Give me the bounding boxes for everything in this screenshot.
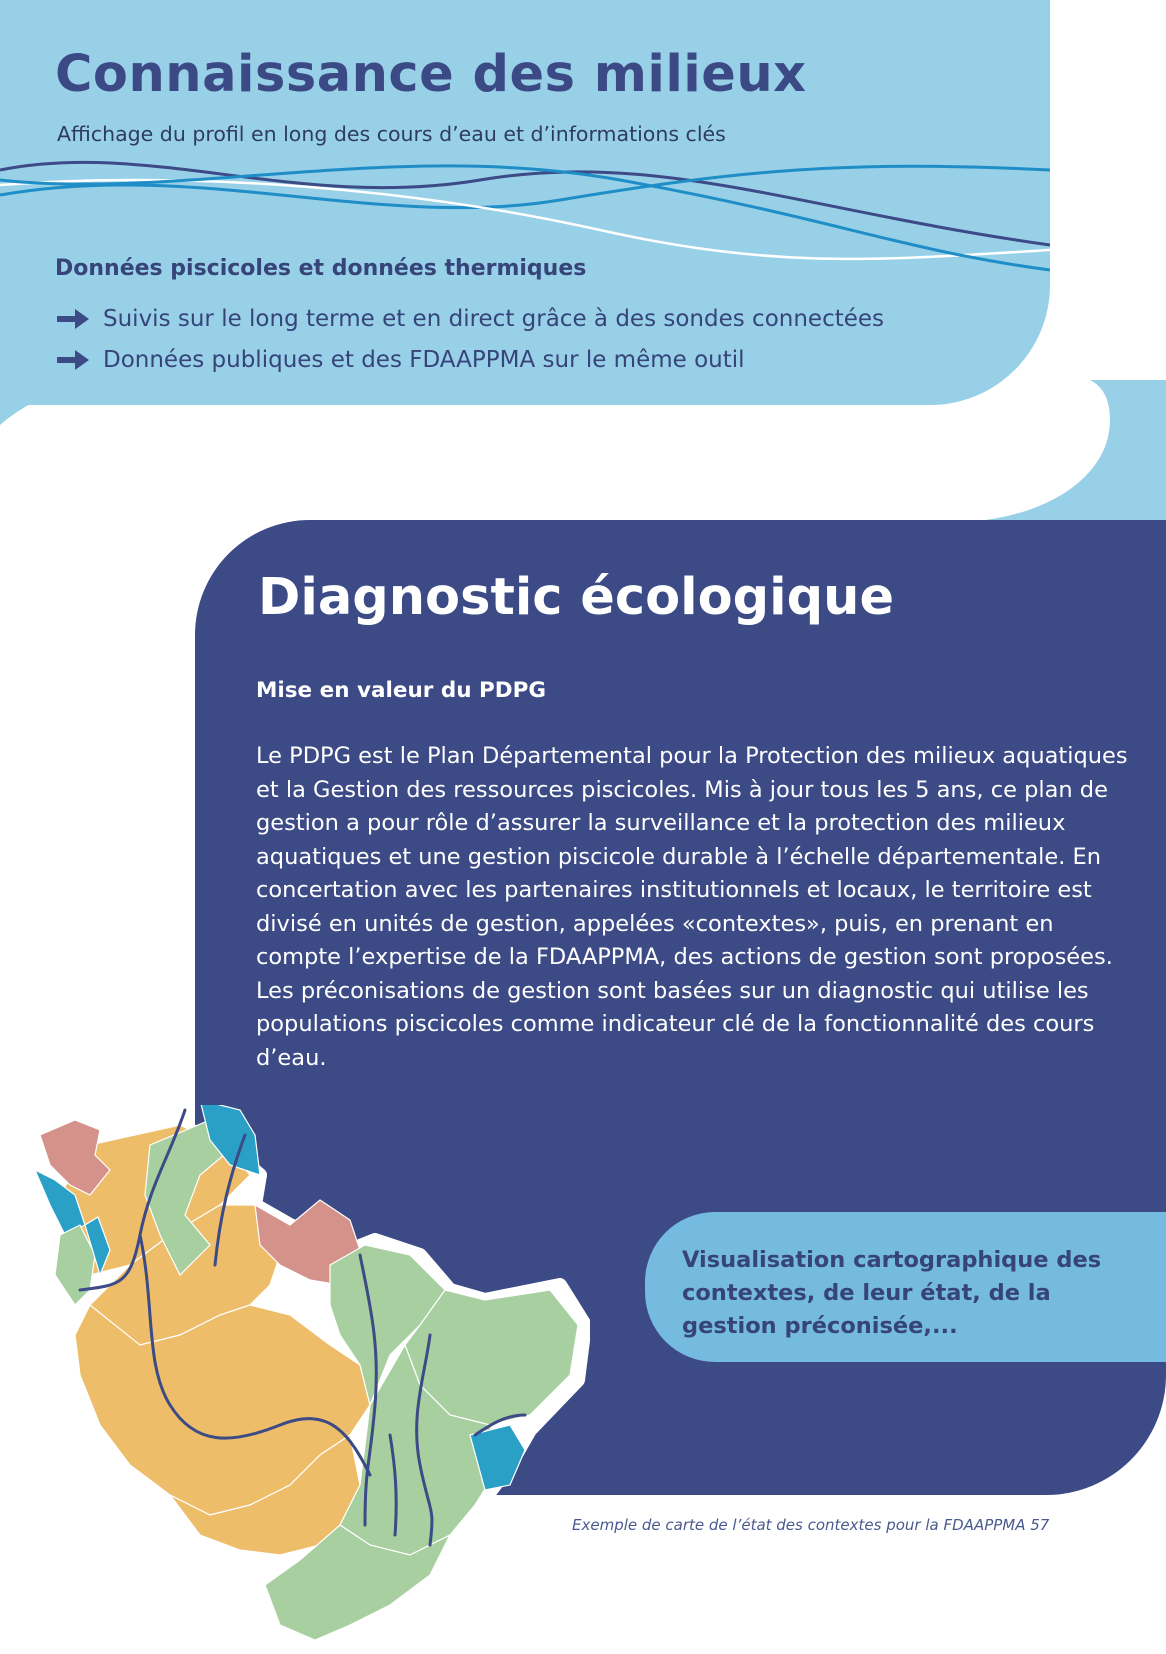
list-item-text: Suivis sur le long terme et en direct grâce à des sondes connectées [103, 305, 885, 332]
feature-list [55, 298, 884, 380]
diagnostic-body: Le PDPG est le Plan Départemental pour la Protection des milieux aquatiques et la Gestion des ressources piscicoles. Mis à jour tous les 5 ans, ce plan de gestion a pour rôle d’assurer la surveillance et la protection des milieux aquatiques et une gestion piscicole durable à l’échelle départementale. En concertation avec les partenaires institutionnels et locaux, le territoire est divisé en unités de gestion, appelées «contextes», puis, en prenant en compte l’expertise de la FDAAPPMA, des actions de gestion sont proposées. Les préconisations de gestion sont basées sur un diagnostic qui utilise les populations piscicoles comme indicateur clé de la fonctionnalité des cours d’eau. [256, 743, 1128, 1071]
callout-text: Visualisation cartographique des contextes, de leur état, de la gestion préconisée,... [682, 1247, 1102, 1339]
section-subtitle: Affichage du profil en long des cours d’eau et d’informations clés [57, 122, 726, 146]
diagnostic-subtitle: Mise en valeur du PDPG [256, 678, 547, 703]
connector-curve [0, 380, 1166, 520]
map-illustration [30, 1105, 590, 1654]
section-title-diagnostic: Diagnostic écologique [258, 568, 895, 627]
list-item-text: Données publiques et des FDAAPPMA sur le même outil [103, 346, 745, 373]
data-heading: Données piscicoles et données thermiques [55, 256, 587, 281]
list-item [55, 298, 884, 339]
arrow-right-icon [55, 306, 91, 332]
map-caption: Exemple de carte de l’état des contextes pour la FDAAPPMA 57 [572, 1516, 1050, 1534]
list-item [55, 339, 884, 380]
arrow-right-icon [55, 347, 91, 373]
section-title-connaissance: Connaissance des milieux [55, 45, 807, 104]
